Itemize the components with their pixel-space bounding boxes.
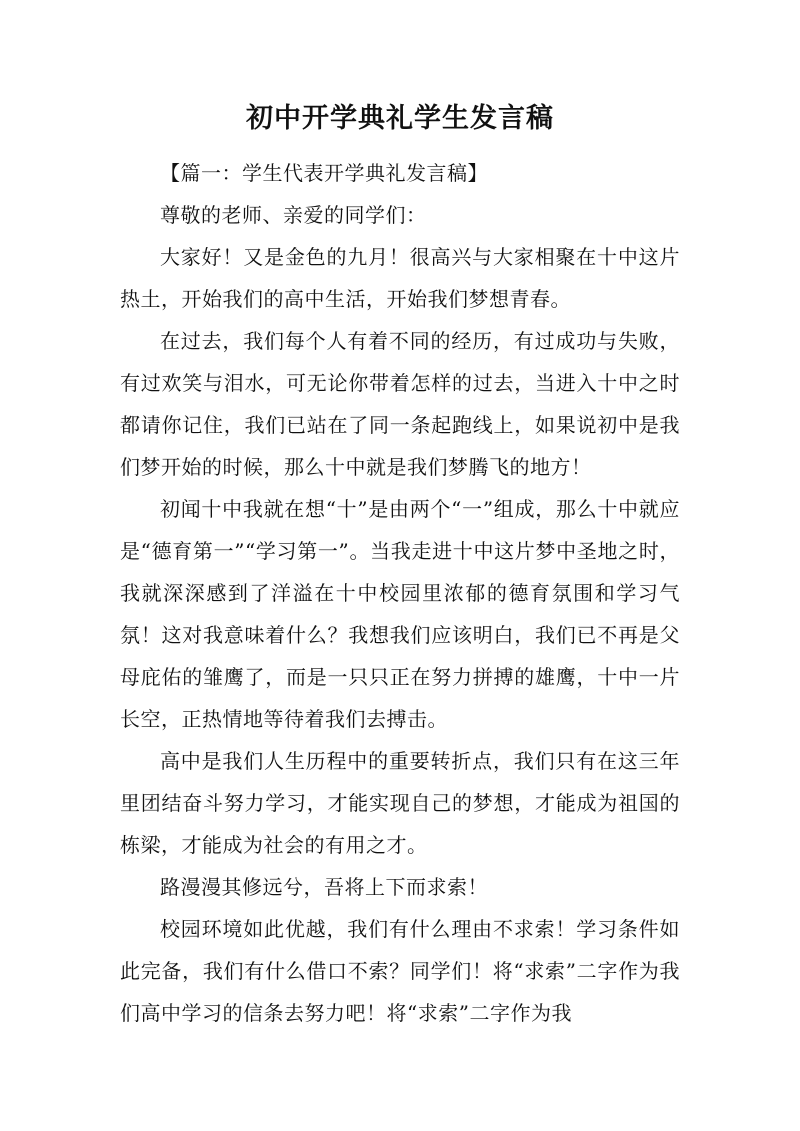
salutation: 尊敬的老师、亲爱的同学们：: [160, 203, 427, 227]
body-paragraph: 大家好！又是金色的九月！很高兴与大家相聚在十中这片热土，开始我们的高中生活，开始我们梦想青春。: [120, 245, 680, 311]
section-heading: 【篇一：学生代表开学典礼发言稿】: [160, 161, 488, 185]
body-paragraph: 在过去，我们每个人有着不同的经历，有过成功与失败，有过欢笑与泪水，可无论你带着怎样的过去，当进入十中之时都请你记住，我们已站在了同一条起跑线上，如果说初中是我们梦开始的时候，那么十中就是我们梦腾飞的地方！: [120, 329, 680, 479]
body-paragraph: 校园环境如此优越，我们有什么理由不求索！学习条件如此完备，我们有什么借口不索？同学们！将“求索”二字作为我们高中学习的信条去努力吧！将“求索”二字作为我: [120, 917, 680, 1025]
body-paragraph: 路漫漫其修远兮，吾将上下而求索！: [160, 875, 488, 899]
document-body: [120, 152, 680, 1034]
document-title: 初中开学典礼学生发言稿: [246, 103, 554, 134]
body-paragraph: 初闻十中我就在想“十”是由两个“一”组成，那么十中就应是“德育第一”“学习第一”。当我走进十中这片梦中圣地之时，我就深深感到了洋溢在十中校园里浓郁的德育氛围和学习气氛！这对我意味着什么？我想我们应该明白，我们已不再是父母庇佑的雏鹰了，而是一只只正在努力拼搏的雄鹰，十中一片长空，正热情地等待着我们去搏击。: [120, 497, 680, 731]
body-paragraph: 高中是我们人生历程中的重要转折点，我们只有在这三年里团结奋斗努力学习，才能实现自己的梦想，才能成为祖国的栋梁，才能成为社会的有用之才。: [120, 749, 680, 857]
